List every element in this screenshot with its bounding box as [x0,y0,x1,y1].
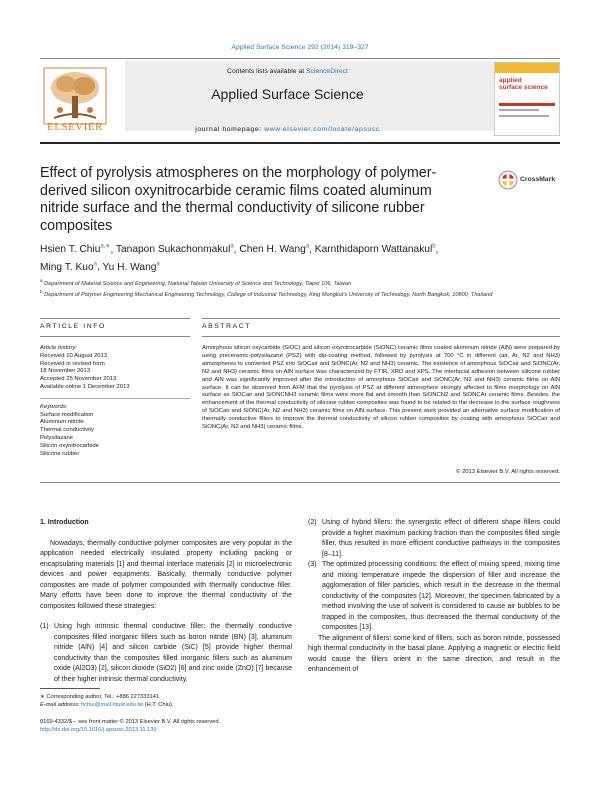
journal-reference[interactable]: Applied Surface Science 292 (2014) 319–327 [231,44,369,51]
email-suffix: (H.T. Chiu). [143,702,174,708]
author-name: Hsien T. Chiu [40,244,101,256]
author[interactable] [102,262,159,273]
issn-line: 0169-4332/$ – see front matter © 2013 Elsevier B.V. All rights reserved. [40,719,221,725]
author-list [40,240,540,275]
history-item: 18 November 2013 [40,368,91,375]
homepage-link[interactable]: www.elsevier.com/locate/apsusc [264,126,380,133]
history-item: Received 10 August 2013 [40,352,108,359]
affiliation-mark: b [40,288,43,294]
abstract-rule [202,336,560,337]
affiliation-text: Department of Polymer Engineering Mechanical Engineering Technology, College of Industrial Technology, King Mongkut's University of Technology, North Bangkok, 10800, Thailand [44,291,493,298]
author-affiliation-mark: a [93,261,97,268]
affiliation-text: Department of Material Science and Engineering, National Taiwan University of Science and Technology, Taipei 106, Taiwan [44,280,352,287]
article-info [40,345,190,458]
affiliation [40,277,540,288]
keyword: Aluminum nitride [40,419,84,426]
author[interactable] [116,244,234,255]
keywords-divider [40,398,190,399]
cover-title [499,77,548,91]
keyword: Silicone rubber [40,450,80,457]
author-affiliation-mark: b [432,244,436,250]
history-item: Received in revised form [40,360,105,367]
article-info-rule [40,336,190,337]
author-name: Yu H. Wang [102,261,157,273]
homepage-label: journal homepage: [195,126,265,133]
article-info-rule [40,318,190,319]
author-name: Tanapon Sukachonmakul [115,244,231,256]
author-affiliation-mark: a [230,244,234,250]
introduction-paragraph: Nowadays, thermally conductive polymer composites are very popular in the application needed electrically insulated property including packing or encapsulating materials [1] and thermal interface materials [2] in microelectronic devices and power equipments. Basically, thermally conductive polymer composites are made of polymer compounded with thermally conductive filler. Many efforts have been done to improve the thermal conductivity of the composites followed these strategies: [40,539,292,610]
top-rule [40,58,560,59]
crossmark-label: CrossMark [520,176,556,183]
keywords-label: Keywords: [40,403,68,410]
keyword: Thermal conductivity [40,427,95,434]
email-note [40,701,292,709]
left-column [40,518,292,685]
author[interactable] [40,262,97,273]
body-paragraph: The alignment of fillers: some kind of fillers, such as boron nitride, possessed high thermal conductivity in the basal plane. Applying a magnetic or electric field would cause the fillers orient in the same direction, and result in the enhancement of [308,634,560,673]
cover-band [495,63,559,73]
strategy-number: (3) [308,561,317,568]
strategy-item-1 [40,622,292,685]
cover-stripe [499,103,555,106]
strategy-text: Using of hybrid fillers: the synergistic effect of different shape fillers could provide a higher maximum packing fraction than the composites filled single filler, thus resulted in more efficient conductive pathways in the composites [8–11]. [322,519,560,558]
crossmark-badge[interactable] [498,170,566,196]
right-column [308,518,560,676]
history-item: Accepted 25 November 2013 [40,376,117,383]
author-separator: , [309,244,315,256]
keyword: Surface modification [40,411,94,418]
author-name: Chen H. Wang [239,244,306,256]
author-affiliation-mark: a [156,261,160,268]
masthead-rule [40,142,560,144]
keyword: Polysilazane [40,434,74,441]
strategy-text: The optimized processing conditions: the effect of mixing speed, mixing time and mixing temperature impede the dispersion of filler and increase the agglomeration of filler particles, which result in the decrease in the thermal conductivity of the composites [12]. Moreover, the specimen fabricated by a method involving the use of solvent is considered to cause air bubbles to be trapped in the composites, thus decreased the thermal conductivity of the composites [13]. [322,561,560,631]
author-separator: , [96,261,103,273]
journal-title: Applied Surface Science [211,86,364,102]
footnote-rule [40,688,100,689]
history-label: Article history: [40,345,77,351]
sciencedirect-link[interactable]: ScienceDirect [306,68,348,75]
introduction-heading: 1. Introduction [40,519,89,526]
strategy-item-3 [308,560,560,634]
author[interactable] [239,244,309,255]
contents-prefix: Contents lists available at [227,68,307,75]
affiliation-mark: a [40,278,43,283]
email-label: E-mail address: [40,702,82,708]
abstract-text: Amorphous silicon oxycarbide (SiOC) and silicon oxynitrocarbide (SiONC) ceramic films coated aluminum nitride (AlN) were prepared by using preceramic-polysilazane (PSZ) with dip-coating method, followed by pyrolysis at 700 °C in different (air, Ar, N2 and NH3) atmospheres to converted PSZ into SiOCair and SiONC(Ar, N2 and NH3) ceramic. The existence of amorphous SiOCair and SiONC(Ar, N2 and NH3) ceramic films on AlN surface was characterized by FTIR, XRD and XPS. The interfacial adhesion between silicone rubber and AlN was significantly improved after the introduction of amorphous SiOCair and SiONC(Ar, N2 and NH3) ceramic films on AlN surface. It can be observed from AFM that the pyrolysis of PSZ at different atmosphere strongly affected to films morphology on AlN surface as SiOCair and SiONCNH3 ceramic films were more flat and smooth than SiONCN2 and SiONCAr ceramic films. Besides, the enhancement of the thermal conductivity of silicone rubber composites was found to be related to the decrease in the surface roughness of SiOCair and SiONC(Ar, N2 and NH3) ceramic films on AlN surface. This present work provided an alternative surface modification of thermally conductive fillers to improve the thermal conductivity of silicon rubber composites by coating with amorphous SiOCair and SiONC(Ar, N2 and NH3) ceramic films. [202,345,560,431]
copyright-notice: © 2013 Elsevier B.V. All rights reserved. [456,469,560,475]
front-matter-rule [40,482,560,483]
author[interactable] [40,244,110,255]
author-separator: , [110,244,116,256]
affiliation [40,288,540,299]
author-separator: , [233,244,240,256]
email-link[interactable]: hchiu@mail.ntust.edu.tw [81,702,144,708]
author-separator: , [435,244,439,256]
author-affiliation-mark: a,∗ [100,244,111,250]
author-name: Karnthidaporn Wattanakul [314,244,433,256]
abstract-rule [202,318,560,319]
cover-stripe [499,115,549,117]
strategy-item-2 [308,518,560,560]
author-affiliation-mark: a [305,244,310,250]
strategy-text: Using high intrinsic thermal conductive filler: the thermally conductive composites filled inorganic fillers such as boron nitride (BN) [3], aluminum nitride (AlN) [4] and silicon carbide (SiC) [5] provide higher thermal conductivity than the composites filled inorganic fillers such as aluminum oxide (Al2O3) [2], silicon dioxide (SiO2) [6] and zinc oxide (ZnO) [7] because of their higher intrinsic thermal conductivity. [54,623,292,683]
article-info-heading: ARTICLE INFO [40,323,106,330]
abstract-heading: ABSTRACT [202,323,252,330]
affiliations [40,277,540,299]
publication-meta [40,718,292,734]
article-title: Effect of pyrolysis atmospheres on the morphology of polymer-derived silicon oxynitrocarbide ceramic films coated aluminum nitride surface and the thermal conductivity of silicone rubber composites [40,165,437,234]
journal-homepage [125,126,450,133]
masthead [40,58,560,148]
cover-stripe [499,109,539,111]
crossmark-icon [498,170,518,192]
doi-link[interactable]: http://dx.doi.org/10.1016/j.apsusc.2013.11.139 [40,727,157,733]
corresponding-author-note: ∗ Corresponding author. Tel.: +886 227333141. [40,694,161,700]
publisher-name: ELSEVIER [47,121,103,133]
strategy-number: (2) [308,519,317,526]
strategy-number: (1) [40,623,49,630]
author-name: Ming T. Kuo [40,261,94,273]
journal-cover-thumbnail [494,62,560,136]
cover-title-line-1: applied [499,77,522,84]
history-item: Available online 1 December 2013 [40,383,130,390]
contents-line [125,68,450,75]
keyword: Silicon oxynitrocarbide [40,442,99,449]
footnotes [40,693,292,709]
author[interactable] [315,244,436,255]
cover-title-line-2: surface science [499,84,548,91]
